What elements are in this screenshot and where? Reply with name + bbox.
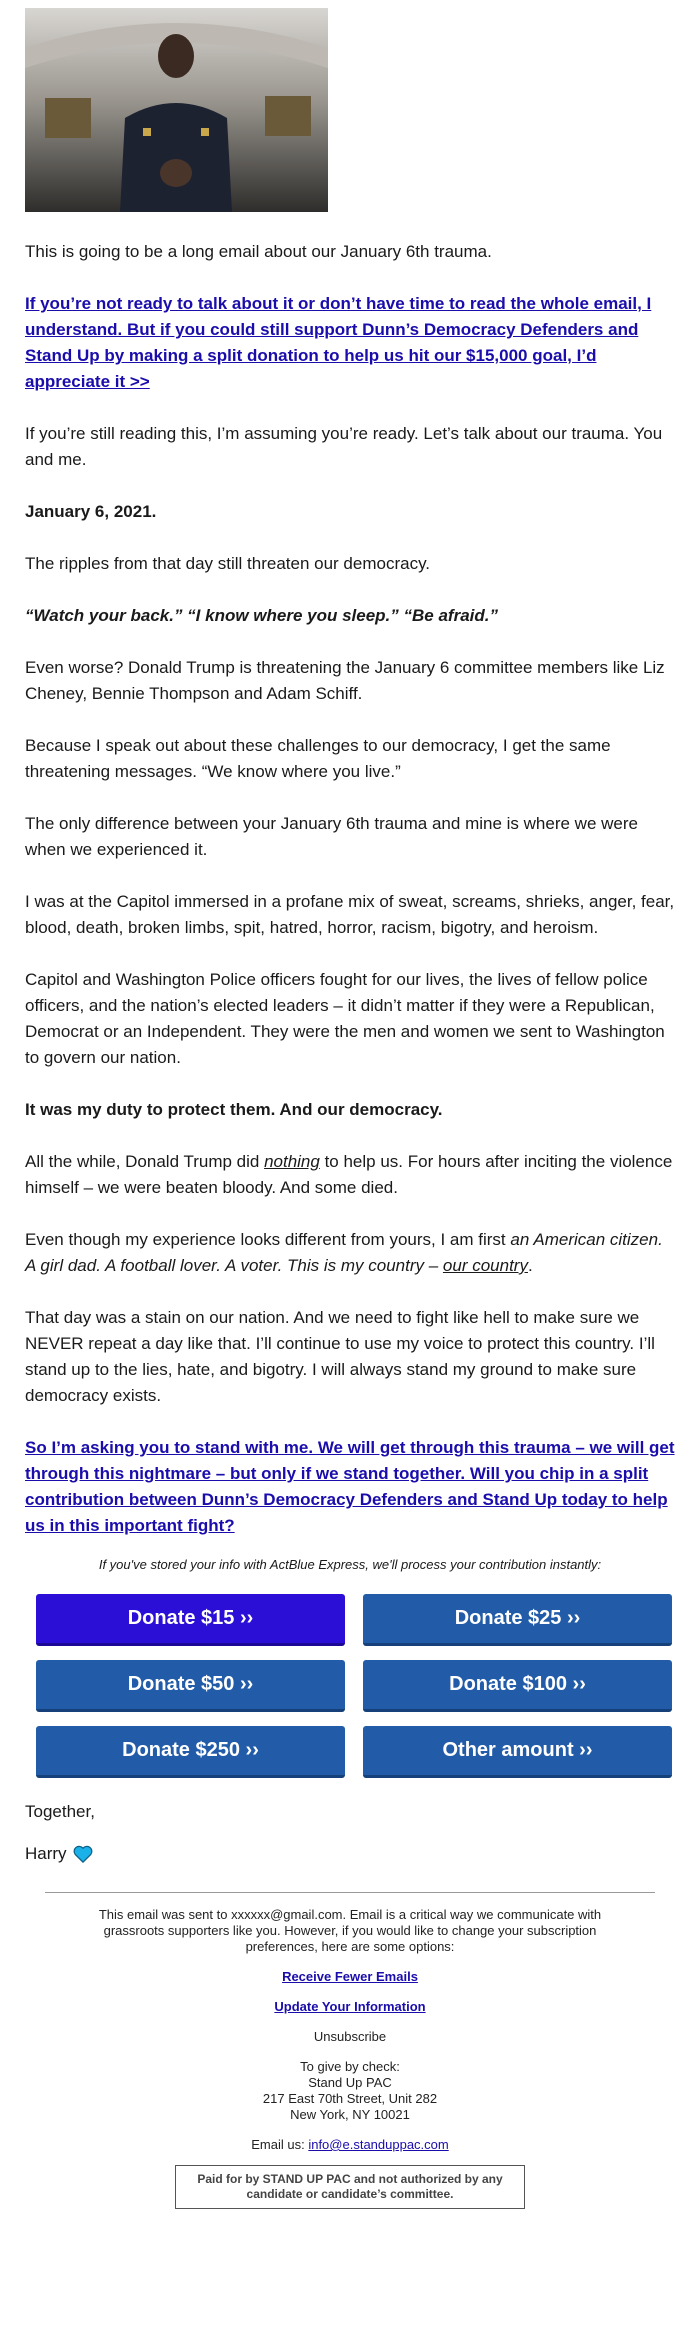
signoff-name: [25, 1844, 675, 1864]
contact-email-link[interactable]: info@e.standuppac.com: [308, 2137, 449, 2152]
donate-link-1[interactable]: If you’re not ready to talk about it or don’t have time to read the whole email, I understand. But if you could still support Dunn’s Democracy Defenders and Stand Up by making a split donation to help us hit our $15,000 goal, I’d appreciate it >>: [25, 294, 652, 391]
text-run: to help us. For hours after inciting the violence himself – we were beaten bloody. And some died.: [25, 1152, 673, 1197]
email-body: [0, 8, 700, 1864]
donate-100-button[interactable]: Donate $100 ››: [363, 1660, 672, 1712]
contact-email: [0, 2137, 700, 2153]
unsubscribe-link[interactable]: Unsubscribe: [313, 2029, 387, 2044]
paragraph: If you’re still reading this, I’m assuming you’re ready. Let’s talk about our trauma. You and me.: [25, 424, 663, 469]
check-address: [0, 2059, 700, 2123]
paragraph: [25, 1149, 675, 1201]
street-address: 217 East 70th Street, Unit 282: [262, 2091, 438, 2106]
city-address: New York, NY 10021: [290, 2107, 410, 2122]
paragraph: I was at the Capitol immersed in a profane mix of sweat, screams, shrieks, anger, fear, blood, death, broken limbs, spit, hatred, horror, racism, bigotry, and heroism.: [25, 892, 675, 937]
signer-name: Harry: [25, 1844, 67, 1863]
date-heading: January 6, 2021.: [25, 502, 157, 521]
footer-divider: [45, 1892, 655, 1893]
email-footer: [0, 1907, 700, 2209]
donate-50-button[interactable]: Donate $50 ››: [36, 1660, 345, 1712]
receive-fewer-emails-link[interactable]: Receive Fewer Emails: [282, 1969, 418, 1984]
footer-intro: This email was sent to xxxxxx@gmail.com. Email is a critical way we communicate with grassroots supporters like you. However, if you would like to change your subscription preferences, here are some options:: [98, 1907, 602, 1954]
hero-photo: [25, 8, 328, 212]
threat-quote: “Watch your back.” “I know where you sleep.” “Be afraid.”: [25, 606, 498, 625]
text-run: All the while, Donald Trump did: [25, 1152, 265, 1171]
donate-button-grid: [36, 1594, 675, 1778]
duty-statement: It was my duty to protect them. And our democracy.: [25, 1100, 443, 1119]
donate-link-2[interactable]: So I’m asking you to stand with me. We will get through this trauma – we will get through this nightmare – but only if we stand together. Will you chip in a split contribution between Dunn’s Democracy Defenders and Stand Up today to help us in this important fight?: [25, 1438, 675, 1535]
signoff-together: Together,: [25, 1802, 95, 1821]
donate-other-button[interactable]: Other amount ››: [363, 1726, 672, 1778]
emphasis-nothing: nothing: [264, 1152, 320, 1171]
paragraph: Capitol and Washington Police officers fought for our lives, the lives of fellow police officers, and the nation’s elected leaders – it didn’t matter if they were a Republican, Democrat or an Independent. They were the men and women we sent to Washington to govern our nation.: [25, 970, 665, 1067]
paragraph: [25, 1227, 675, 1279]
text-run: .: [527, 1256, 533, 1275]
emphasis-identity: an American citizen. A girl dad. A football lover. A voter. This is my country –: [25, 1230, 663, 1275]
donate-250-button[interactable]: Donate $250 ››: [36, 1726, 345, 1778]
donate-15-button[interactable]: Donate $15 ››: [36, 1594, 345, 1646]
actblue-note: If you've stored your info with ActBlue Express, we'll process your contribution instantly:: [98, 1557, 602, 1572]
update-information-link[interactable]: Update Your Information: [274, 1999, 426, 2014]
paragraph: The only difference between your January 6th trauma and mine is where we were when we experienced it.: [25, 814, 638, 859]
check-heading: To give by check:: [300, 2059, 400, 2074]
donate-25-button[interactable]: Donate $25 ››: [363, 1594, 672, 1646]
blue-heart-icon: [73, 1845, 93, 1863]
emphasis-our-country: our country: [442, 1256, 528, 1275]
email-label: Email us:: [251, 2137, 309, 2152]
paragraph: The ripples from that day still threaten our democracy.: [25, 554, 431, 573]
paragraph: Because I speak out about these challenges to our democracy, I get the same threatening messages. “We know where you live.”: [25, 736, 611, 781]
paragraph: Even worse? Donald Trump is threatening the January 6 committee members like Liz Cheney, Bennie Thompson and Adam Schiff.: [25, 658, 665, 703]
paragraph: That day was a stain on our nation. And we need to fight like hell to make sure we NEVER repeat a day like that. I’ll continue to use my voice to protect this country. I’ll stand up to the lies, hate, and bigotry. I will always stand my ground to make sure democracy exists.: [25, 1308, 655, 1405]
cta-paragraph: [25, 291, 675, 395]
text-run: Even though my experience looks different from yours, I am first: [25, 1230, 511, 1249]
cta-paragraph: [25, 1435, 675, 1539]
paragraph: This is going to be a long email about our January 6th trauma.: [25, 242, 492, 261]
paid-for-disclaimer: Paid for by STAND UP PAC and not authorized by any candidate or candidate’s committee.: [175, 2165, 525, 2209]
org-name: Stand Up PAC: [308, 2075, 392, 2090]
